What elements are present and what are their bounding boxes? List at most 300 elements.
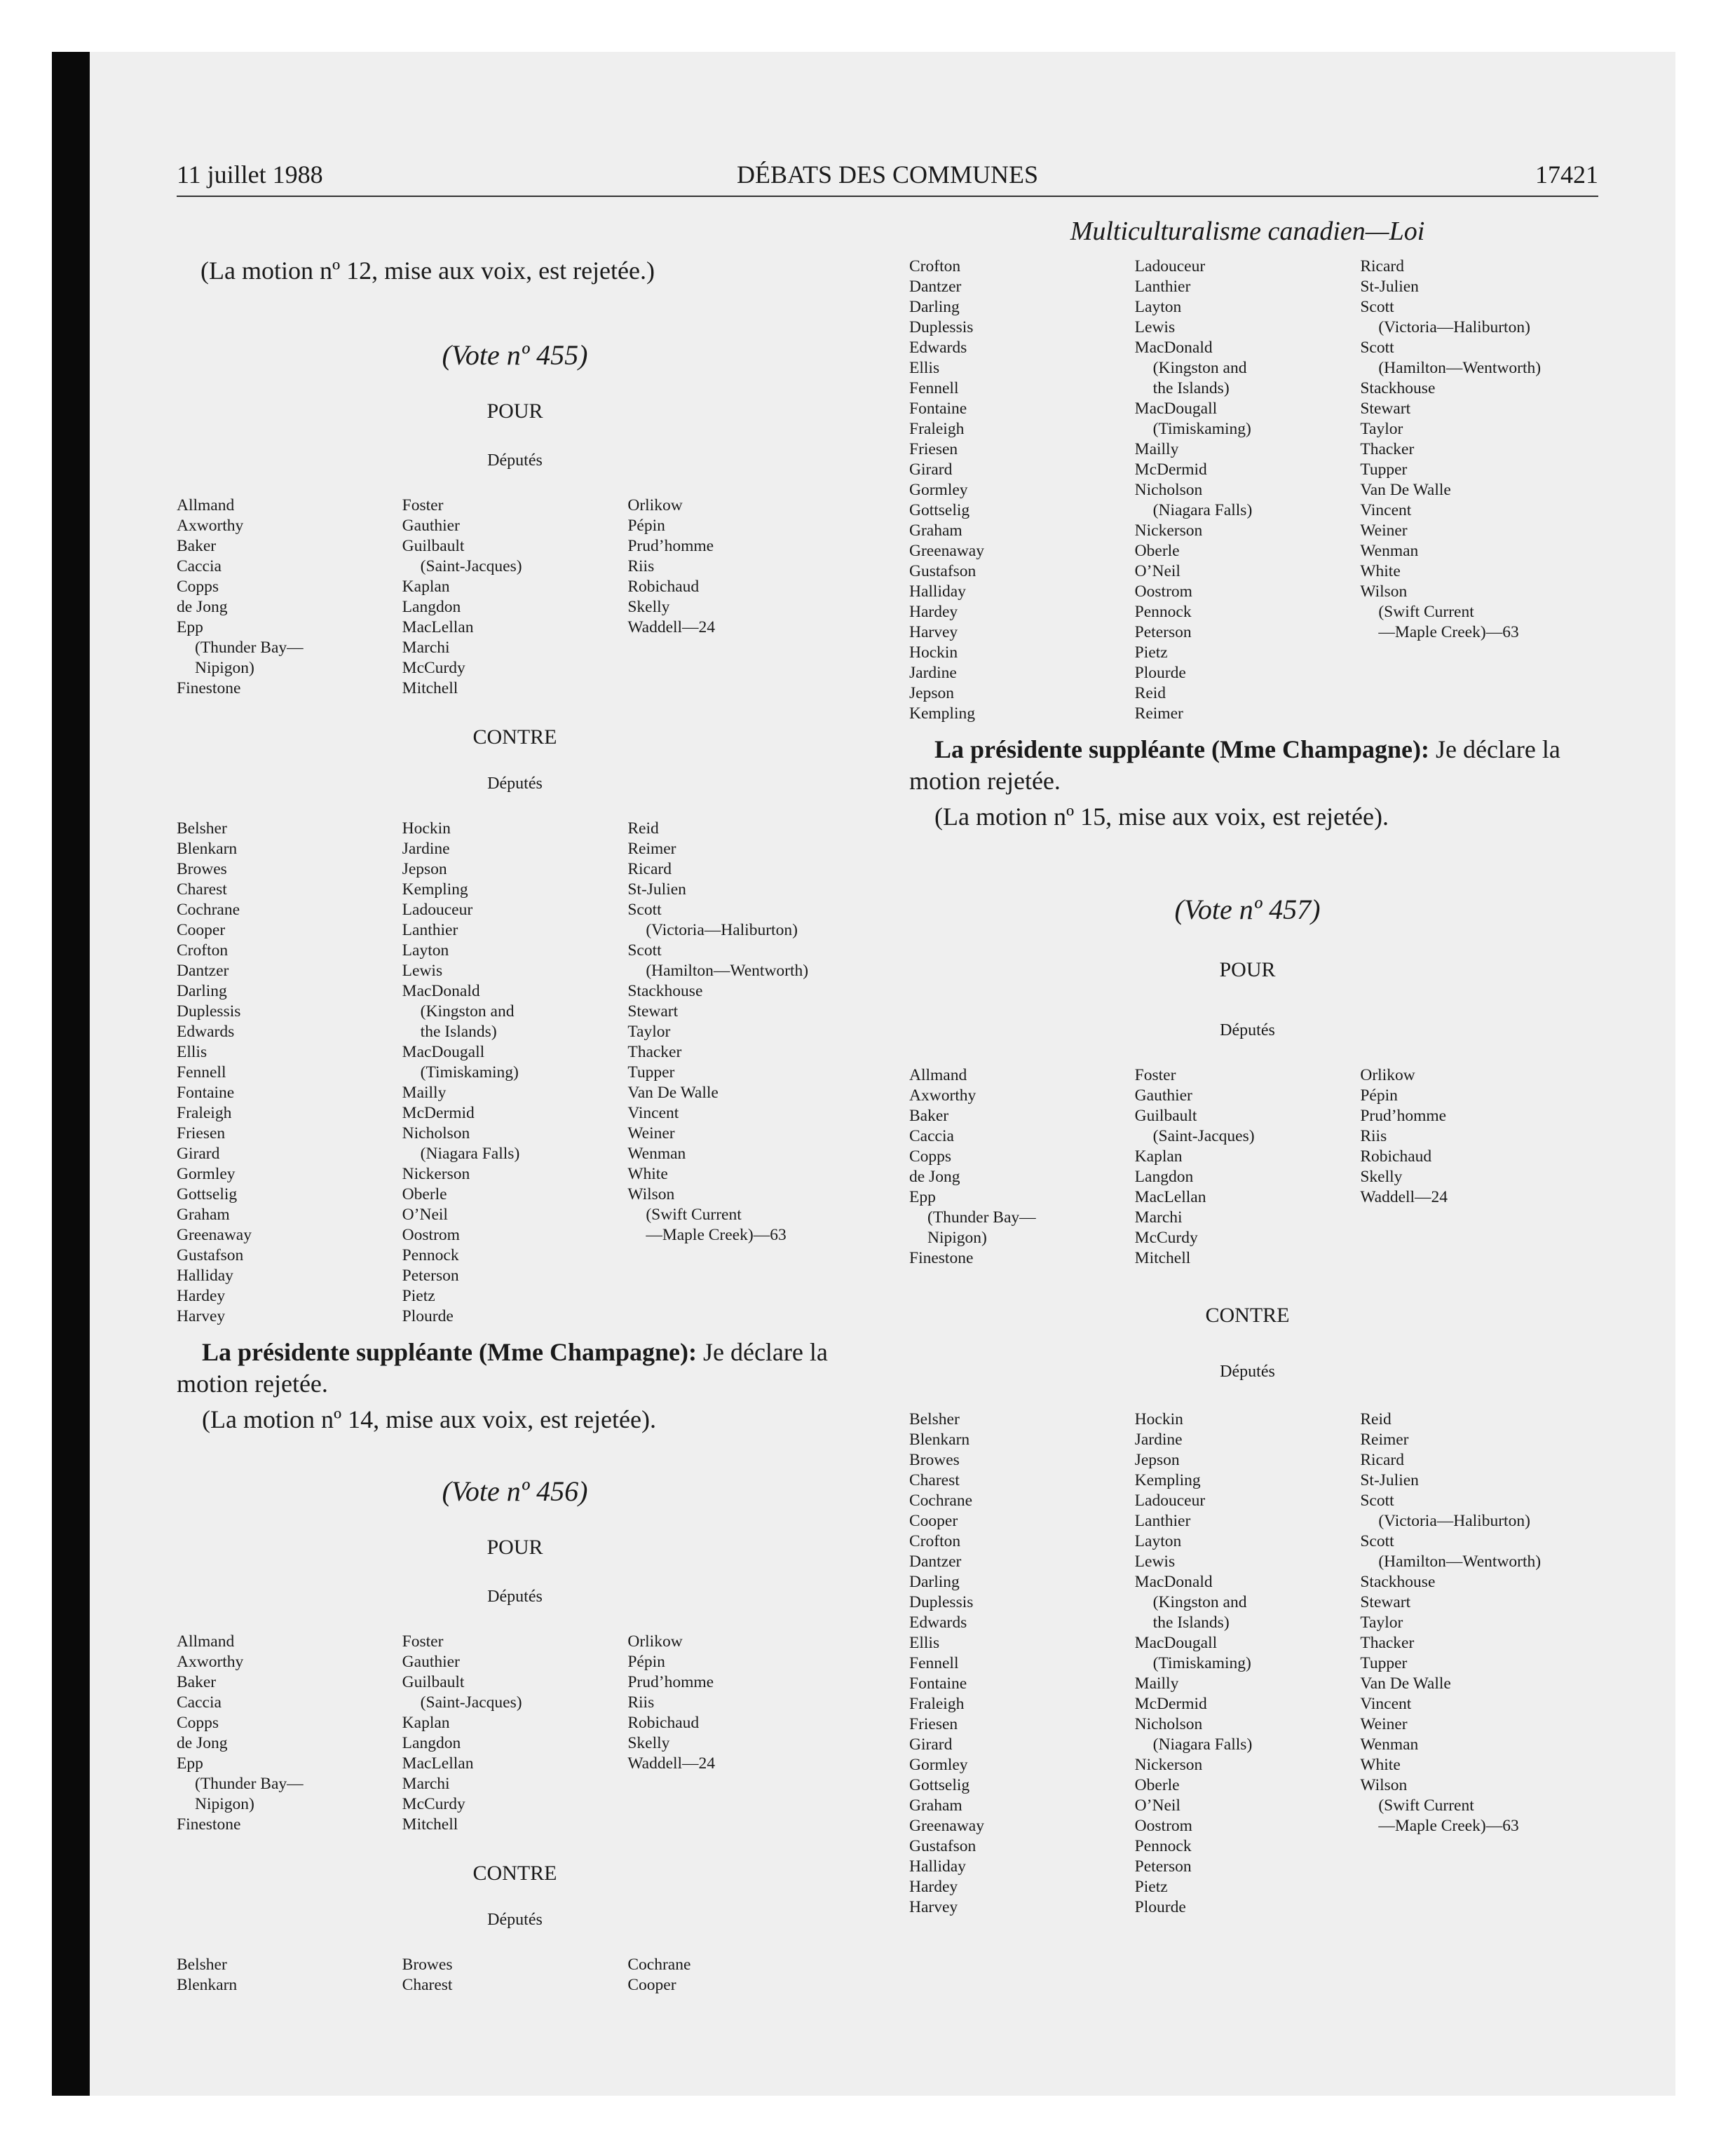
deputy-name: Nicholson (1134, 481, 1203, 499)
deputy-name: Halliday (177, 1267, 233, 1285)
deputy-name: Van De Walle (1360, 1674, 1451, 1693)
deputy-name: Cooper (627, 1976, 676, 1994)
deputy-name: Allmand (177, 496, 235, 514)
deputy-name: Graham (909, 521, 962, 540)
deputy-name: (Thunder Bay— (195, 1775, 304, 1793)
deputy-name: (Saint-Jacques) (1152, 1127, 1255, 1145)
deputy-name: Girard (177, 1145, 220, 1163)
deputy-name: Gauthier (1134, 1086, 1192, 1105)
deputy-name: Fraleigh (177, 1104, 232, 1122)
name-column (402, 1955, 628, 1995)
deputy-name: Gottselig (909, 501, 970, 519)
deputy-name: O’Neil (1134, 1796, 1181, 1815)
deputy-name: Pennock (402, 1246, 459, 1264)
vote-456-contre-continued (909, 257, 1586, 724)
deputy-name: McDermid (402, 1104, 475, 1122)
deputy-name: Kempling (402, 880, 468, 899)
deputy-name: Waddell—24 (627, 1754, 716, 1773)
name-column (1135, 257, 1361, 724)
deputy-name: (Swift Current (1378, 603, 1474, 621)
speaker-text: Je déclare la motion rejetée. (909, 735, 1560, 795)
name-column (909, 257, 1135, 724)
deputy-name: Belsher (909, 1410, 960, 1428)
deputy-name: Foster (1134, 1066, 1176, 1084)
header-page-number: 17421 (1535, 161, 1598, 189)
deputy-name: Robichaud (1360, 1147, 1432, 1166)
name-column (177, 496, 402, 699)
name-column (627, 1632, 853, 1835)
deputy-name: Graham (177, 1206, 230, 1224)
deputy-name: Edwards (909, 1613, 967, 1632)
deputy-name: Jepson (1134, 1451, 1180, 1469)
deputy-name: Finestone (177, 679, 241, 697)
deputy-name: Orlikow (627, 1632, 683, 1651)
deputy-name: Cochrane (909, 1492, 973, 1510)
deputy-name: Axworthy (177, 517, 244, 535)
deputy-name: Tupper (627, 1063, 675, 1082)
deputy-name: Dantzer (909, 1553, 962, 1571)
deputy-name: Harvey (909, 623, 958, 641)
deputy-name: MacDougall (402, 1043, 485, 1061)
deputy-name: Nickerson (1134, 1756, 1203, 1774)
name-column (627, 819, 853, 1327)
deputy-name: Mitchell (402, 1815, 458, 1834)
deputy-name: (Niagara Falls) (1152, 1735, 1253, 1754)
name-column (1135, 1065, 1361, 1269)
deputy-name: Skelly (627, 598, 670, 616)
deputy-name: Axworthy (177, 1653, 244, 1671)
deputy-name: Harvey (177, 1307, 226, 1325)
name-column (177, 1632, 402, 1835)
deputy-name: Scott (1360, 298, 1394, 316)
vote-457-contre-list (909, 1410, 1586, 1918)
deputy-name: Marchi (1134, 1208, 1183, 1227)
deputy-name: Wilson (1360, 1776, 1408, 1794)
speaker-name: La présidente suppléante (Mme Champagne): (934, 735, 1429, 763)
deputy-name: Copps (909, 1147, 952, 1166)
deputy-name: Crofton (909, 1532, 961, 1550)
deputy-name: (Victoria—Haliburton) (1378, 318, 1530, 336)
deputy-name: MacDonald (1134, 339, 1213, 357)
deputy-name: Orlikow (1360, 1066, 1415, 1084)
deputy-name: McCurdy (402, 1795, 465, 1813)
vote-456-title: (Vote nº 456) (442, 1475, 588, 1507)
deputy-name: Pietz (1134, 1878, 1168, 1896)
deputy-name: Friesen (177, 1124, 226, 1142)
speaker-text: Je déclare la motion rejetée. (177, 1338, 828, 1398)
speaker-statement-1 (177, 1337, 853, 1400)
deputy-name: Fontaine (909, 400, 967, 418)
vote-457-contre-label: CONTRE (1205, 1304, 1290, 1327)
deputy-name: (Kingston and (1152, 359, 1247, 377)
deputy-name: Pietz (402, 1287, 435, 1305)
deputy-name: Ellis (909, 1634, 940, 1652)
deputy-name: O’Neil (1134, 562, 1181, 580)
deputy-name: Copps (177, 578, 219, 596)
deputy-name: Charest (177, 880, 227, 899)
deputy-name: Ellis (909, 359, 940, 377)
speaker-statement-2 (909, 734, 1586, 797)
deputy-name: Guilbault (402, 537, 465, 555)
deputy-name: Gottselig (909, 1776, 970, 1794)
speaker-name: La présidente suppléante (Mme Champagne): (202, 1338, 697, 1366)
vote-455-contre-deputes: Députés (487, 775, 543, 793)
deputy-name: Guilbault (402, 1673, 465, 1691)
deputy-name: (Victoria—Haliburton) (646, 921, 798, 939)
deputy-name: de Jong (909, 1168, 960, 1186)
deputy-name: Scott (1360, 339, 1394, 357)
deputy-name: de Jong (177, 598, 228, 616)
deputy-name: Allmand (177, 1632, 235, 1651)
deputy-name: the Islands) (1152, 379, 1230, 397)
deputy-name: Edwards (177, 1023, 235, 1041)
deputy-name: Nipigon) (195, 659, 254, 677)
deputy-name: Mitchell (1134, 1249, 1191, 1267)
deputy-name: MacDougall (1134, 400, 1218, 418)
deputy-name: Duplessis (909, 318, 974, 336)
deputy-name: Thacker (627, 1043, 682, 1061)
deputy-name: Wenman (1360, 1735, 1419, 1754)
deputy-name: Gottselig (177, 1185, 238, 1203)
deputy-name: Weiner (1360, 521, 1408, 540)
deputy-name: Prud’homme (627, 537, 714, 555)
deputy-name: Browes (909, 1451, 960, 1469)
deputy-name: (Swift Current (1378, 1796, 1474, 1815)
deputy-name: Crofton (177, 941, 229, 960)
deputy-name: Jepson (909, 684, 954, 702)
deputy-name: Belsher (177, 1956, 227, 1974)
deputy-name: St-Julien (1360, 1471, 1419, 1489)
deputy-name: Oberle (1134, 542, 1180, 560)
deputy-name: Kempling (909, 704, 975, 723)
deputy-name: Reid (627, 819, 659, 838)
deputy-name: Langdon (402, 598, 461, 616)
deputy-name: Wenman (1360, 542, 1419, 560)
deputy-name: Lewis (1134, 318, 1176, 336)
deputy-name: Prud’homme (627, 1673, 714, 1691)
deputy-name: Reimer (627, 840, 676, 858)
deputy-name: Lewis (402, 962, 443, 980)
deputy-name: Scott (627, 901, 662, 919)
deputy-name: Gustafson (177, 1246, 244, 1264)
deputy-name: Prud’homme (1360, 1107, 1447, 1125)
deputy-name: Reimer (1134, 704, 1183, 723)
deputy-name: Greenaway (909, 1817, 984, 1835)
deputy-name: Hockin (402, 819, 451, 838)
vote-455-pour-list (177, 496, 853, 699)
deputy-name: Fennell (909, 1654, 959, 1672)
deputy-name: Finestone (177, 1815, 241, 1834)
deputy-name: Scott (1360, 1492, 1394, 1510)
deputy-name: Caccia (177, 557, 222, 575)
deputy-name: Weiner (1360, 1715, 1408, 1733)
deputy-name: St-Julien (627, 880, 686, 899)
deputy-name: Scott (627, 941, 662, 960)
deputy-name: Cooper (177, 921, 226, 939)
deputy-name: McDermid (1134, 1695, 1207, 1713)
deputy-name: Fennell (177, 1063, 226, 1082)
deputy-name: Scott (1360, 1532, 1394, 1550)
deputy-name: (Victoria—Haliburton) (1378, 1512, 1530, 1530)
deputy-name: McCurdy (1134, 1229, 1198, 1247)
deputy-name: Plourde (1134, 1898, 1186, 1916)
deputy-name: (Swift Current (646, 1206, 742, 1224)
deputy-name: Reid (1134, 684, 1166, 702)
deputy-name: (Thunder Bay— (927, 1208, 1036, 1227)
deputy-name: Stewart (1360, 400, 1411, 418)
deputy-name: Guilbault (1134, 1107, 1197, 1125)
vote-456-contre-list (177, 1955, 853, 1995)
deputy-name: Foster (402, 1632, 444, 1651)
deputy-name: White (1360, 1756, 1401, 1774)
deputy-name: (Timiskaming) (1152, 420, 1251, 438)
deputy-name: Fontaine (909, 1674, 967, 1693)
deputy-name: Darling (909, 298, 960, 316)
deputy-name: Gauthier (402, 1653, 460, 1671)
deputy-name: (Hamilton—Wentworth) (1378, 359, 1542, 377)
deputy-name: Graham (909, 1796, 962, 1815)
deputy-name: Pépin (1360, 1086, 1398, 1105)
deputy-name: Harvey (909, 1898, 958, 1916)
deputy-name: (Saint-Jacques) (420, 1693, 522, 1712)
deputy-name: Mailly (402, 1084, 447, 1102)
deputy-name: Dantzer (177, 962, 229, 980)
deputy-name: Jardine (402, 840, 450, 858)
deputy-name: Fennell (909, 379, 959, 397)
motion-14-result: (La motion nº 14, mise aux voix, est rejetée). (202, 1405, 656, 1433)
deputy-name: Kaplan (402, 578, 450, 596)
vote-456-contre-label: CONTRE (472, 1862, 557, 1885)
deputy-name: Epp (177, 618, 203, 636)
deputy-name: McCurdy (402, 659, 465, 677)
deputy-name: Copps (177, 1714, 219, 1732)
deputy-name: Wilson (627, 1185, 675, 1203)
deputy-name: Layton (1134, 298, 1182, 316)
deputy-name: Pennock (1134, 1837, 1192, 1855)
deputy-name: Ellis (177, 1043, 207, 1061)
deputy-name: Layton (402, 941, 449, 960)
deputy-name: Gustafson (909, 1837, 977, 1855)
name-column (177, 1955, 402, 1995)
name-column (627, 1955, 853, 1995)
deputy-name: Baker (909, 1107, 949, 1125)
vote-457-pour-label: POUR (1219, 958, 1276, 981)
name-column (402, 819, 628, 1327)
vote-455-contre-list (177, 819, 853, 1327)
deputy-name: Oostrom (1134, 1817, 1192, 1835)
deputy-name: Blenkarn (177, 840, 238, 858)
name-column (1360, 257, 1586, 724)
deputy-name: Lanthier (402, 921, 458, 939)
deputy-name: White (627, 1165, 668, 1183)
deputy-name: Kempling (1134, 1471, 1201, 1489)
deputy-name: Greenaway (909, 542, 984, 560)
deputy-name: Tupper (1360, 460, 1408, 479)
deputy-name: Friesen (909, 1715, 958, 1733)
deputy-name: Ladouceur (1134, 1492, 1206, 1510)
deputy-name: Stackhouse (1360, 1573, 1436, 1591)
deputy-name: Duplessis (909, 1593, 974, 1611)
deputy-name: Cooper (909, 1512, 958, 1530)
deputy-name: Hardey (909, 1878, 958, 1896)
deputy-name: Nickerson (402, 1165, 470, 1183)
deputy-name: Jardine (1134, 1431, 1183, 1449)
deputy-name: Plourde (402, 1307, 454, 1325)
deputy-name: Oostrom (402, 1226, 460, 1244)
deputy-name: Gormley (909, 1756, 968, 1774)
deputy-name: Weiner (627, 1124, 675, 1142)
deputy-name: Friesen (909, 440, 958, 458)
deputy-name: Fraleigh (909, 1695, 965, 1713)
deputy-name: Skelly (1360, 1168, 1403, 1186)
deputy-name: (Saint-Jacques) (420, 557, 522, 575)
deputy-name: Epp (177, 1754, 203, 1773)
deputy-name: Epp (909, 1188, 936, 1206)
deputy-name: Reimer (1360, 1431, 1409, 1449)
deputy-name: Ricard (1360, 1451, 1404, 1469)
deputy-name: MacDonald (1134, 1573, 1213, 1591)
deputy-name: Jardine (909, 664, 957, 682)
deputy-name: Gauthier (402, 517, 460, 535)
deputy-name: Marchi (402, 1775, 450, 1793)
deputy-name: Ricard (627, 860, 672, 878)
deputy-name: (Hamilton—Wentworth) (1378, 1553, 1542, 1571)
deputy-name: (Kingston and (1152, 1593, 1247, 1611)
deputy-name: Taylor (627, 1023, 671, 1041)
deputy-name: Layton (1134, 1532, 1182, 1550)
deputy-name: Peterson (1134, 1857, 1192, 1876)
vote-455-contre-label: CONTRE (472, 725, 557, 749)
deputy-name: Nipigon) (195, 1795, 254, 1813)
right-column (909, 203, 1586, 1918)
deputy-name: Gormley (177, 1165, 236, 1183)
deputy-name: Vincent (1360, 1695, 1412, 1713)
name-column (1135, 1410, 1361, 1918)
deputy-name: Ladouceur (402, 901, 473, 919)
deputy-name: Belsher (177, 819, 227, 838)
deputy-name: Taylor (1360, 420, 1403, 438)
deputy-name: (Timiskaming) (420, 1063, 519, 1082)
deputy-name: Vincent (627, 1104, 679, 1122)
deputy-name: Nicholson (1134, 1715, 1203, 1733)
deputy-name: Reid (1360, 1410, 1392, 1428)
deputy-name: Waddell—24 (627, 618, 716, 636)
deputy-name: Oostrom (1134, 582, 1192, 601)
deputy-name: —Maple Creek)—63 (646, 1226, 787, 1244)
deputy-name: —Maple Creek)—63 (1378, 623, 1519, 641)
deputy-name: Blenkarn (177, 1976, 238, 1994)
deputy-name: Orlikow (627, 496, 683, 514)
deputy-name: Jepson (402, 860, 447, 878)
deputy-name: Riis (627, 557, 655, 575)
deputy-name: Hardey (177, 1287, 226, 1305)
header-title: DÉBATS DES COMMUNES (736, 161, 1039, 189)
vote-455-pour-deputes: Députés (487, 451, 543, 470)
deputy-name: (Hamilton—Wentworth) (646, 962, 809, 980)
name-column (909, 1410, 1135, 1918)
deputy-name: Nipigon) (927, 1229, 987, 1247)
deputy-name: Blenkarn (909, 1431, 970, 1449)
deputy-name: Marchi (402, 639, 450, 657)
deputy-name: Hockin (909, 643, 958, 662)
deputy-name: Kaplan (1134, 1147, 1183, 1166)
deputy-name: Fraleigh (909, 420, 965, 438)
deputy-name: Lewis (1134, 1553, 1176, 1571)
deputy-name: Riis (1360, 1127, 1387, 1145)
name-column (627, 496, 853, 699)
deputy-name: Baker (177, 1673, 217, 1691)
vote-455-pour-label: POUR (487, 400, 543, 423)
deputy-name: Ricard (1360, 257, 1404, 275)
deputy-name: Cochrane (177, 901, 240, 919)
deputy-name: Halliday (909, 582, 966, 601)
deputy-name: Gormley (909, 481, 968, 499)
deputy-name: Peterson (402, 1267, 459, 1285)
deputy-name: Caccia (177, 1693, 222, 1712)
vote-457-title: (Vote nº 457) (1174, 894, 1321, 925)
deputy-name: Hardey (909, 603, 958, 621)
deputy-name: Van De Walle (1360, 481, 1451, 499)
deputy-name: Edwards (909, 339, 967, 357)
deputy-name: Crofton (909, 257, 961, 275)
deputy-name: —Maple Creek)—63 (1378, 1817, 1519, 1835)
deputy-name: Plourde (1134, 664, 1186, 682)
deputy-name: Taylor (1360, 1613, 1403, 1632)
deputy-name: Mailly (1134, 440, 1179, 458)
deputy-name: Robichaud (627, 578, 700, 596)
deputy-name: Charest (402, 1976, 453, 1994)
deputy-name: MacLellan (1134, 1188, 1206, 1206)
deputy-name: Fontaine (177, 1084, 235, 1102)
deputy-name: Stackhouse (627, 982, 703, 1000)
deputy-name: Langdon (1134, 1168, 1194, 1186)
deputy-name: Wilson (1360, 582, 1408, 601)
deputy-name: Oberle (402, 1185, 447, 1203)
deputy-name: Nickerson (1134, 521, 1203, 540)
motion-12-result: (La motion nº 12, mise aux voix, est rejetée.) (200, 257, 655, 285)
deputy-name: (Thunder Bay— (195, 639, 304, 657)
vote-456-pour-list (177, 1632, 853, 1835)
vote-456-pour-label: POUR (487, 1536, 543, 1559)
deputy-name: MacLellan (402, 1754, 474, 1773)
vote-456-contre-deputes: Députés (487, 1911, 543, 1929)
deputy-name: Allmand (909, 1066, 967, 1084)
name-column (402, 496, 628, 699)
deputy-name: Darling (177, 982, 227, 1000)
deputy-name: Axworthy (909, 1086, 977, 1105)
deputy-name: Ladouceur (1134, 257, 1206, 275)
name-column (402, 1632, 628, 1835)
running-head: Multiculturalisme canadien—Loi (1070, 217, 1425, 246)
deputy-name: Stewart (627, 1002, 679, 1021)
deputy-name: Browes (402, 1956, 453, 1974)
name-column (909, 1065, 1135, 1269)
deputy-name: Browes (177, 860, 227, 878)
deputy-name: Girard (909, 1735, 953, 1754)
deputy-name: Duplessis (177, 1002, 241, 1021)
deputy-name: Lanthier (1134, 1512, 1191, 1530)
deputy-name: Langdon (402, 1734, 461, 1752)
deputy-name: Baker (177, 537, 217, 555)
deputy-name: Nicholson (402, 1124, 470, 1142)
vote-457-pour-deputes: Députés (1220, 1021, 1275, 1039)
deputy-name: Waddell—24 (1360, 1188, 1448, 1206)
deputy-name: Pépin (627, 1653, 665, 1671)
vote-455-title: (Vote nº 455) (442, 339, 588, 371)
deputy-name: (Timiskaming) (1152, 1654, 1251, 1672)
deputy-name: Wenman (627, 1145, 686, 1163)
deputy-name: (Niagara Falls) (1152, 501, 1253, 519)
